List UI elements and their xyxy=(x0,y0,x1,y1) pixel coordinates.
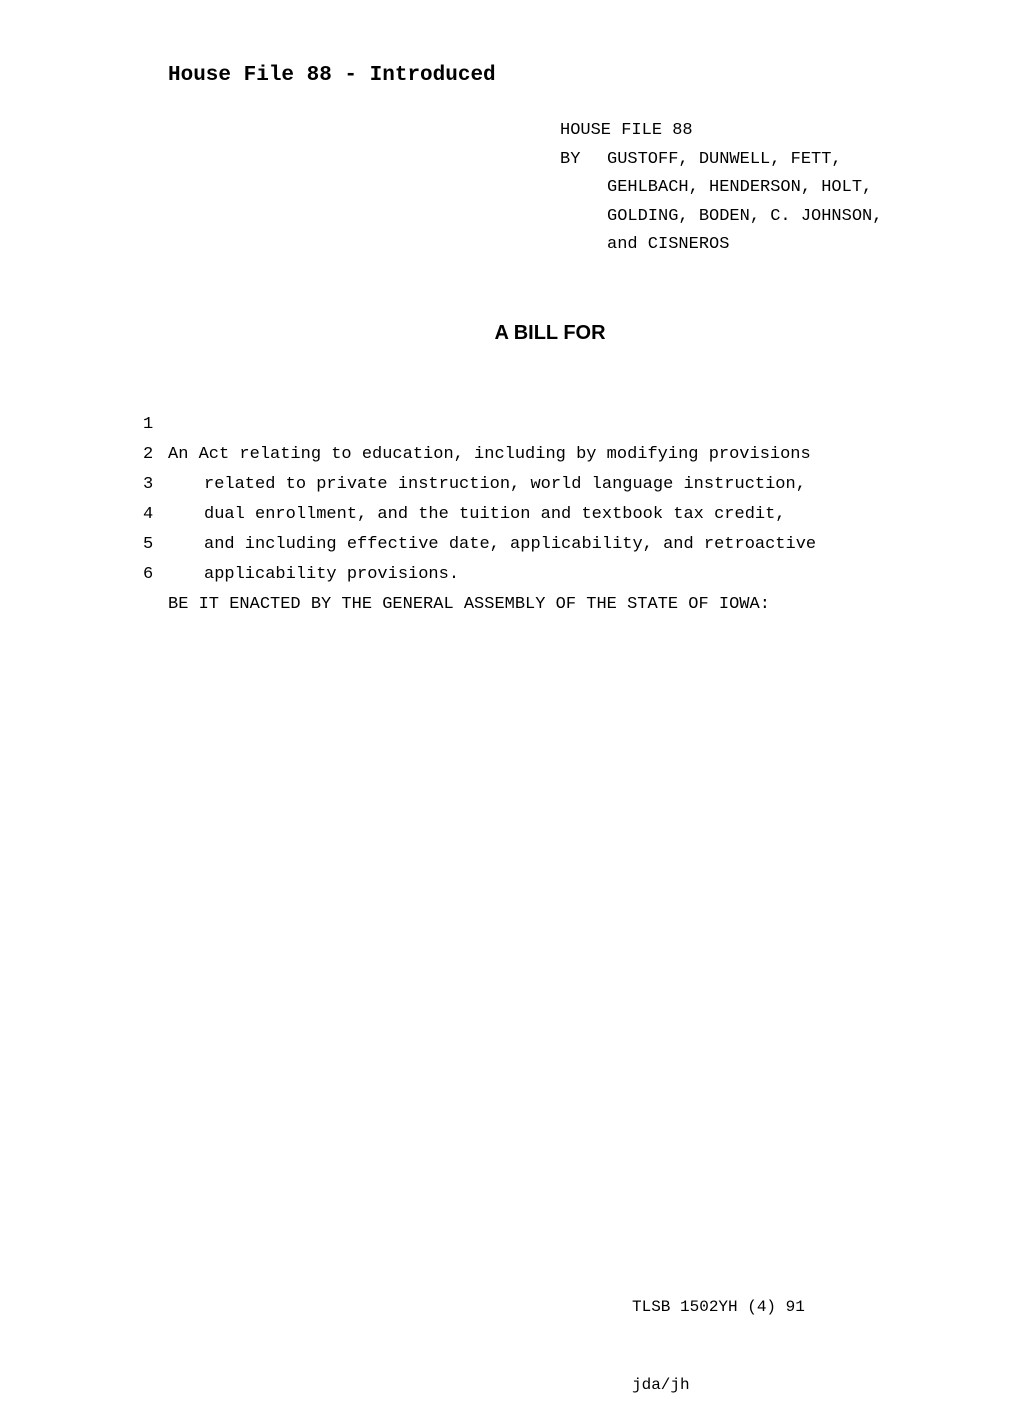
sponsor-line xyxy=(560,203,882,232)
line-number: 6 xyxy=(143,565,154,584)
bill-heading: A BILL FOR xyxy=(494,322,606,344)
footer xyxy=(632,1242,805,1424)
line-text: An Act relating to education, including by modifying provisions xyxy=(168,445,811,464)
line-number: 1 xyxy=(143,415,154,434)
sponsor-names: and CISNEROS xyxy=(607,235,730,254)
bill-line xyxy=(0,380,1024,464)
line-text: applicability provisions. xyxy=(204,565,460,584)
sponsor-line xyxy=(560,231,882,260)
house-file-label: HOUSE FILE 88 xyxy=(560,121,693,140)
line-number: 4 xyxy=(143,505,154,524)
footer-code: TLSB 1502YH (4) 91 xyxy=(632,1298,805,1316)
line-text: and including effective date, applicability, and retroactive xyxy=(204,535,817,554)
by-label: BY xyxy=(560,149,581,169)
line-number: 5 xyxy=(143,535,154,554)
line-text: related to private instruction, world language instruction, xyxy=(204,475,806,494)
sponsor-line xyxy=(560,174,882,203)
sponsor-block xyxy=(560,117,882,260)
line-number: 3 xyxy=(143,475,154,494)
sponsor-line xyxy=(560,146,882,175)
sponsor-names: GUSTOFF, DUNWELL, FETT, xyxy=(607,149,842,169)
sponsor-names: GOLDING, BODEN, C. JOHNSON, xyxy=(607,206,883,226)
bill-text xyxy=(0,380,1024,614)
footer-initials: jda/jh xyxy=(632,1376,690,1394)
sponsor-names: GEHLBACH, HENDERSON, HOLT, xyxy=(607,178,873,197)
line-text: BE IT ENACTED BY THE GENERAL ASSEMBLY OF THE STATE OF IOWA: xyxy=(168,595,770,614)
line-text: dual enrollment, and the tuition and textbook tax credit, xyxy=(204,505,786,524)
page-title: House File 88 - Introduced xyxy=(168,64,496,87)
line-number: 2 xyxy=(143,445,154,464)
